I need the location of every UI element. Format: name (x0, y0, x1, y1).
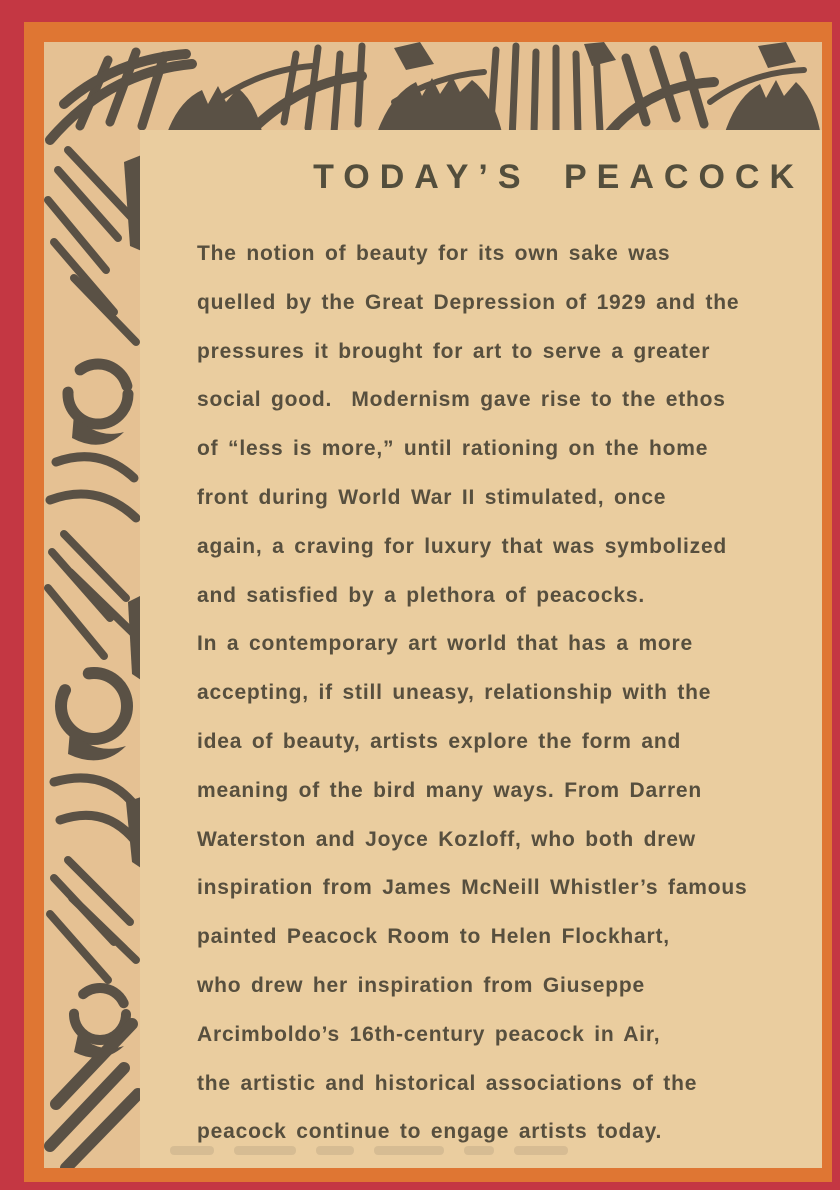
content-panel (140, 130, 822, 1168)
body-text (197, 230, 816, 1157)
body-line: The notion of beauty for its own sake was (197, 242, 671, 265)
body-line: idea of beauty, artists explore the form and (197, 729, 682, 753)
inner-orange-frame (24, 22, 832, 1182)
body-line: inspiration from James McNeill Whistler’s famous (197, 876, 748, 900)
body-line: and satisfied by a plethora of peacocks. (197, 583, 645, 607)
body-line: In a contemporary art world that has a more (197, 632, 694, 656)
body-line: quelled by the Great Depression of 1929 and the (197, 290, 740, 314)
body-line: who drew her inspiration from Giuseppe (197, 973, 645, 997)
body-line: meaning of the bird many ways. From Darren (197, 778, 703, 802)
poster-canvas (44, 42, 822, 1168)
body-line: the artistic and historical associations of the (197, 1071, 698, 1095)
body-line: again, a craving for luxury that was symbolized (197, 534, 728, 558)
body-line: front during World War II stimulated, once (197, 485, 667, 509)
body-line: accepting, if still uneasy, relationship with the (197, 681, 712, 705)
cropped-text-remnant (170, 1142, 588, 1152)
body-line: pressures it brought for art to serve a greater (197, 339, 711, 363)
body-line: Arcimboldo’s 16th-century peacock in Air, (197, 1022, 661, 1046)
body-line: painted Peacock Room to Helen Flockhart, (197, 925, 670, 949)
body-line: peacock continue to engage artists today. (197, 1120, 663, 1144)
body-line: Waterston and Joyce Kozloff, who both drew (197, 827, 696, 851)
page-title: TODAY’S PEACOCK (313, 158, 804, 196)
body-line: social good. Modernism gave rise to the ethos (197, 388, 726, 412)
body-line: of “less is more,” until rationing on the home (197, 437, 709, 461)
